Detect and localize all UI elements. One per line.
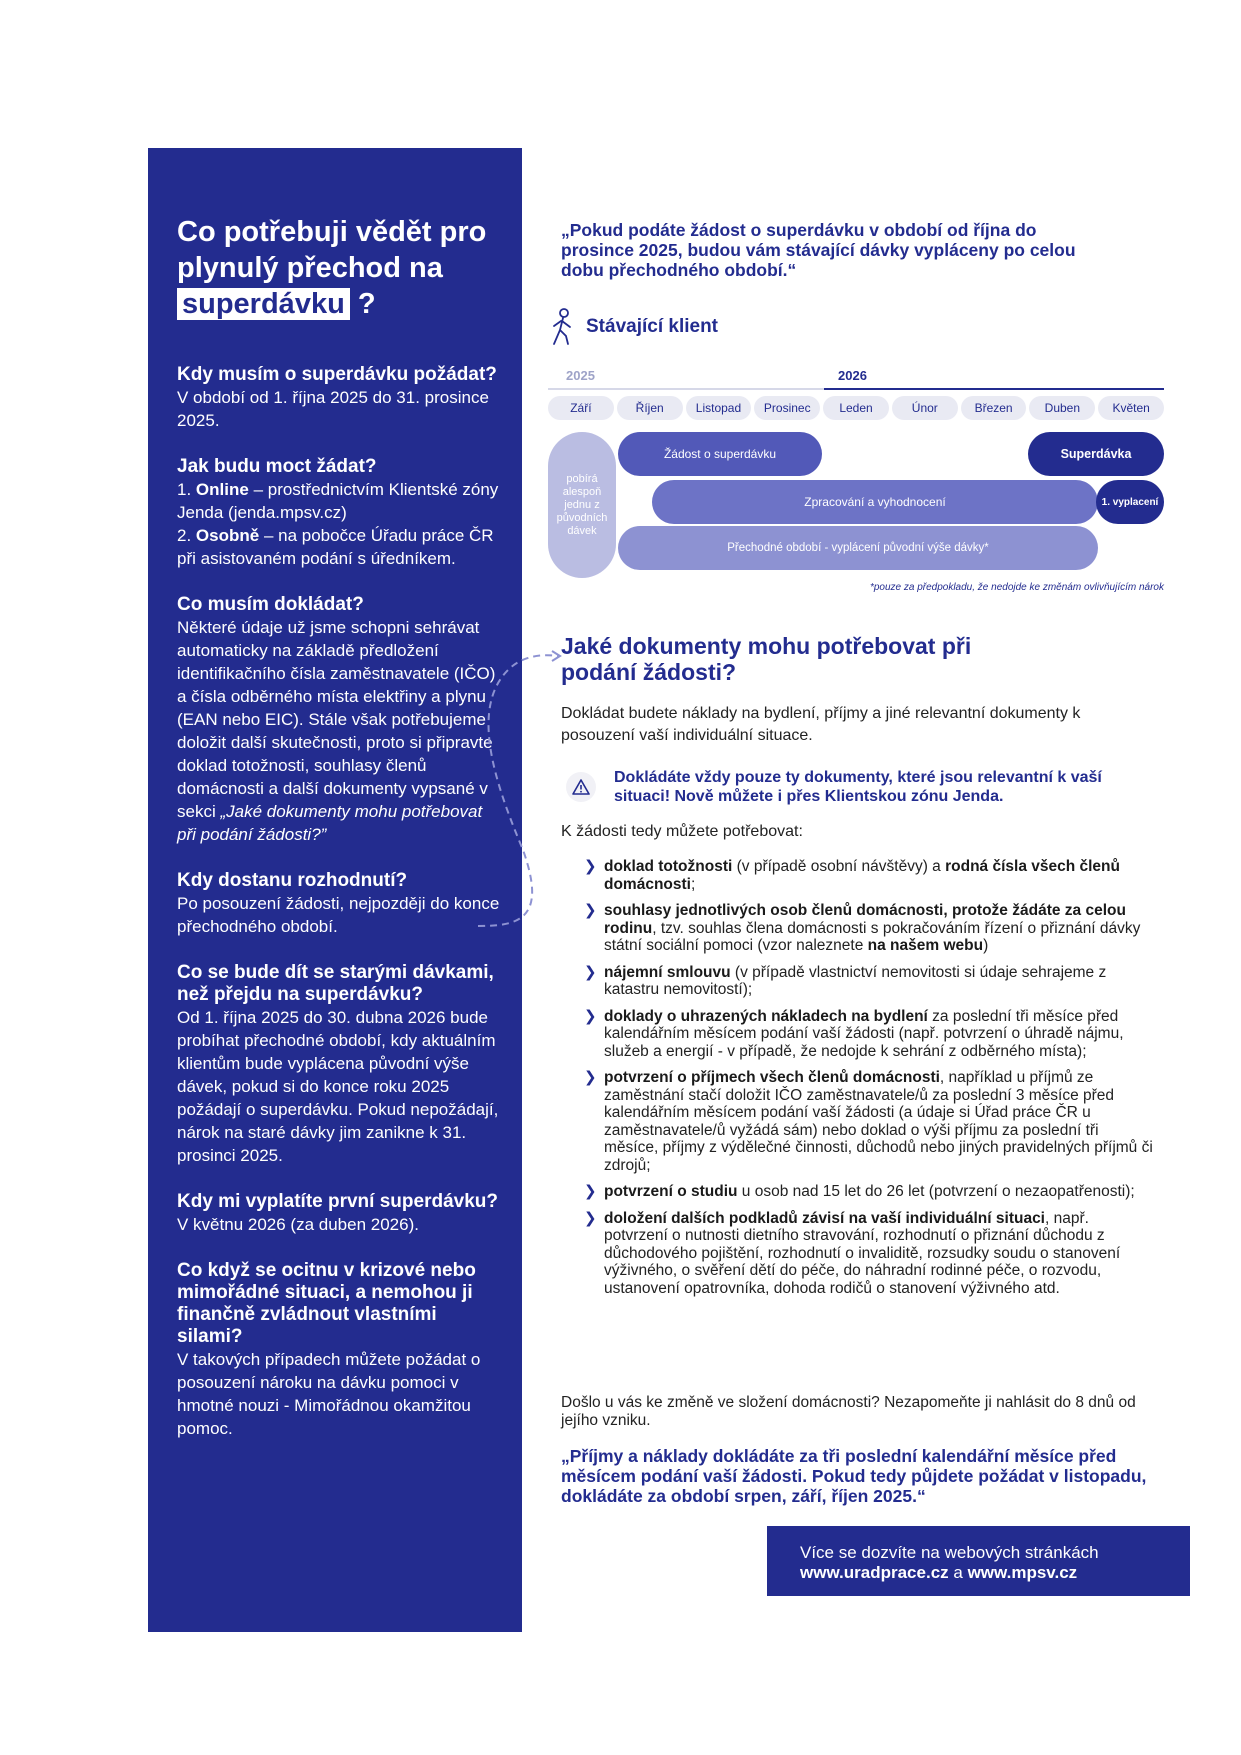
documents-lead: K žádosti tedy můžete potřebovat: [561,823,803,840]
faq-section [177,456,500,570]
top-quote: „Pokud podáte žádost o superdávku v období od října do prosince 2025, budou vám stávající dávky vypláceny po celou dobu přechodného období.“ [561,220,1076,280]
pill-application: Žádost o superdávku [618,432,822,476]
month-label: Listopad [686,396,752,420]
chevron-right-icon: ❯ [584,963,597,981]
list-item: ❯ doklad totožnosti (v případě osobní návštěvy) a rodná čísla všech členů domácnosti; [584,858,1120,893]
documents-list [584,858,1154,1306]
month-row [548,396,1164,420]
list-item: ❯ potvrzení o studiu u osob nad 15 let do 26 let (potvrzení o nezaopatřenosti); [584,1183,1135,1200]
more-info-text: Více se dozvíte na webových stránkách [800,1543,1099,1562]
walking-person-icon [548,308,576,346]
timeline [548,364,1164,594]
chevron-right-icon: ❯ [584,1069,597,1086]
faq-text: V květnu 2026 (za duben 2026). [177,1215,419,1234]
faq-text: V období od 1. října 2025 do 31. prosince 2025. [177,388,489,430]
faq-heading: Co když se ocitnu v krizové nebo mimořádné situaci, a nemohou ji finančně zvládnout vlastními silami? [177,1260,476,1347]
list-item: ❯ doložení dalších podkladů závisí na vaší individuální situaci, např. potvrzení o nutnosti dietního stravování, rozhodnutí o přiznání důchodu z důchodového pojištění, rozhodnutí o invaliditě, rozsudky soudu o stanovení výživného, o svěření dětí do péče, do náhradní rodinné péče, o rozvodu, ustanovení opatrovníka, dohoda rodičů o stanovení výživného atd. [584,1209,1121,1297]
mpsv-link[interactable]: www.mpsv.cz [967,1563,1078,1582]
pill-current-benefits: pobírá alespoň jednu z původních dávek [548,432,616,578]
pill-first-payment: 1. vyplacení [1096,480,1164,524]
faq-text: Od 1. října 2025 do 30. dubna 2026 bude probíhat přechodné období, kdy aktuálním klientům bude vyplácena původní výše dávek, pokud si do konce roku 2025 požádají o superdávku. Pokud nepožádají, nárok na staré dávky jim zanikne k 31. prosinci 2025. [177,1008,499,1165]
list-item: ❯ doklady o uhrazených nákladech na bydlení za poslední tři měsíce před kalendářním měsícem podání vaší žádosti (např. potvrzení o úhradě nájmu, služeb a energií - v případě, že nedojde k sehrání z odběrného místa); [584,1007,1124,1060]
household-change-note: Došlo u vás ke změně ve složení domácnosti? Nezapomeňte ji nahlásit do 8 dnů od jejího vzniku. [561,1394,1136,1429]
left-panel [148,148,522,1632]
uradprace-link[interactable]: www.uradprace.cz [800,1563,949,1582]
pill-superdavka: Superdávka [1028,432,1164,476]
faq-heading: Kdy musím o superdávku požádat? [177,364,497,385]
documents-heading: Jaké dokumenty mohu potřebovat při podání žádosti? [561,633,972,685]
chevron-right-icon: ❯ [584,858,597,875]
faq-heading: Co musím dokládat? [177,594,364,615]
faq-section [177,870,500,938]
month-label: Duben [1029,396,1095,420]
year-divider-2025 [548,388,824,390]
faq-text: Některé údaje už jsme schopni sehrávat automaticky na základě předložení identifikačního čísla zaměstnavatele (IČO) a čísla odběrného místa elektřiny a plynu (EAN nebo EIC). Stále však potřebujeme doložit další skutečnosti, proto si připravte doklad totožnosti, souhlasy členů domácnosti a další dokumenty vypsané v sekci „Jaké dokumenty mohu potřebovat při podání žádosti?” [177,618,496,844]
faq-section [177,1260,500,1440]
dashed-connector-arrow [478,650,568,940]
bottom-quote: „Příjmy a náklady dokládáte za tři poslední kalendářní měsíce před měsícem podání vaší žádosti. Pokud tedy půjdete požádat v listopadu, dokládáte za období srpen, září, říjen 2025.“ [561,1446,1147,1506]
faq-section [177,364,500,432]
month-label: Leden [823,396,889,420]
client-title: Stávající klient [586,316,719,337]
faq-heading: Co se bude dít se starými dávkami, než přejdu na superdávku? [177,962,494,1005]
chevron-right-icon: ❯ [584,902,597,919]
faq-heading: Kdy mi vyplatíte první superdávku? [177,1191,498,1212]
documents-intro: Dokládat budete náklady na bydlení, příjmy a jiné relevantní dokumenty k posouzení vaší individuální situace. [561,705,1081,744]
faq-heading: Kdy dostanu rozhodnutí? [177,870,408,891]
year-label-2026: 2026 [838,368,867,383]
web-link[interactable]: na našem webu [867,937,984,954]
pill-processing: Zpracování a vyhodnocení [652,480,1098,524]
warning-icon [566,772,596,802]
list-item: ❯ nájemní smlouvu (v případě vlastnictví nemovitosti si údaje sehrajeme z katastru nemovitostí); [584,963,1107,998]
month-label: Březen [961,396,1027,420]
list-item: ❯ potvrzení o příjmech všech členů domácnosti, například u příjmů ze zaměstnání stačí doložit IČO zaměstnavatele/ů za poslední 3 měsíce před kalendářním měsícem podání vaší žádosti (a údaje si Úřad práce ČR u zaměstnavatele/ů vyžádá sám) nebo doklad o výši příjmu za poslední tři měsíce, příjmy z výdělečné činnosti, důchodů nebo jiných pravidelných příjmů či zdrojů; [584,1069,1153,1174]
chevron-right-icon: ❯ [584,1209,597,1227]
warning-text: Dokládáte vždy pouze ty dokumenty, které jsou relevantní k vaší situaci! Nově můžete i přes Klientskou zónu Jenda. [614,769,1102,805]
panel-title: Co potřebuji vědět pro plynulý přechod na superdávku ? [177,216,487,320]
faq-text: Po posouzení žádosti, nejpozději do konce přechodného období. [177,894,500,936]
section-link-text: „Jaké dokumenty mohu potřebovat při podání žádosti?” [177,802,483,844]
month-label: Říjen [617,396,683,420]
client-header [548,308,718,346]
month-label: Prosinec [754,396,820,420]
month-label: Květen [1098,396,1164,420]
month-label: Únor [892,396,958,420]
year-divider-2026 [824,388,1164,390]
faq-text: 1. Online – prostřednictvím Klientské zóny Jenda (jenda.mpsv.cz) 2. Osobně – na pobočce Úřadu práce ČR při asistovaném podání s úředníkem. [177,480,499,568]
faq-section [177,1191,500,1236]
warning-box [566,768,1134,806]
faq-section [177,962,500,1167]
year-label-2025: 2025 [566,368,595,383]
faq-heading: Jak budu moct žádat? [177,456,377,477]
chevron-right-icon: ❯ [584,1007,597,1025]
pill-transition-period: Přechodné období - vyplácení původní výše dávky* [618,526,1098,570]
title-highlight: superdávku [177,288,350,320]
month-label: Září [548,396,614,420]
timeline-footnote: *pouze za předpokladu, že nedojde ke změnám ovlivňujícím nárok [869,582,1164,593]
more-info-box: Více se dozvíte na webových stránkách www.uradprace.cz a www.mpsv.cz [767,1526,1190,1596]
list-item: ❯ souhlasy jednotlivých osob členů domácnosti, protože žádáte za celou rodinu, tzv. souhlas člena domácnosti s pokračováním řízení o přiznání dávky státní sociální pomoci (vzor naleznete na našem webu) [584,902,1141,954]
faq-text: V takových případech můžete požádat o posouzení nároku na dávku pomoci v hmotné nouzi - Mimořádnou okamžitou pomoc. [177,1350,481,1438]
chevron-right-icon: ❯ [584,1183,597,1200]
faq-section [177,594,500,846]
